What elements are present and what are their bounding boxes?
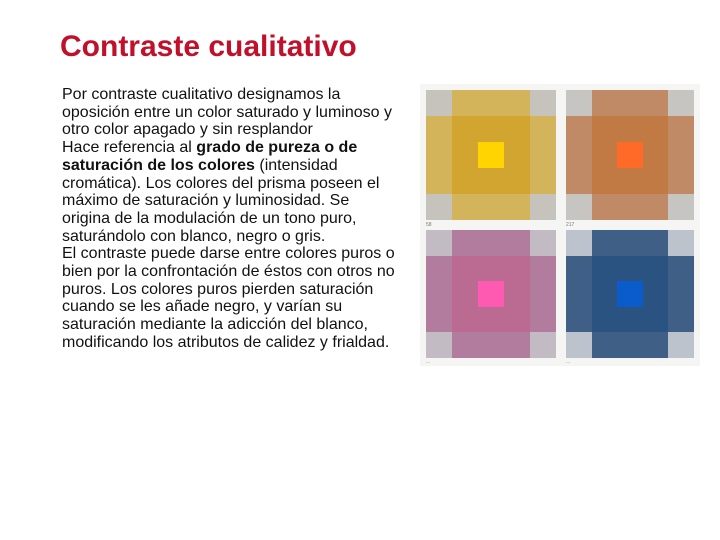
swatch-cell (617, 307, 643, 333)
figure-label-3: ... (426, 359, 431, 365)
swatch-cell (478, 332, 504, 358)
figure-label-4: ... (566, 359, 571, 365)
swatch-cell (592, 142, 618, 168)
swatch-cell (504, 256, 530, 282)
swatch-cell (617, 142, 643, 168)
swatch-cell (643, 194, 669, 220)
swatch-cell (566, 168, 592, 194)
swatch-cell (452, 307, 478, 333)
swatch-cell (566, 256, 592, 282)
swatch-cell (478, 230, 504, 256)
swatch-cell (668, 332, 694, 358)
swatch-cell (668, 256, 694, 282)
swatch-cell (566, 332, 592, 358)
swatch-cell (452, 90, 478, 116)
swatch-cell (478, 116, 504, 142)
swatch-cell (592, 90, 618, 116)
swatch-cell (426, 230, 452, 256)
swatch-cell (592, 307, 618, 333)
swatch-cell (566, 116, 592, 142)
swatch-cell (426, 116, 452, 142)
swatch-cell (617, 116, 643, 142)
swatch-cell (668, 168, 694, 194)
swatch-cell (452, 142, 478, 168)
swatch-cell (426, 142, 452, 168)
swatch-cell (426, 168, 452, 194)
swatch-cell (504, 307, 530, 333)
swatch-cell (478, 307, 504, 333)
swatch-cell (530, 194, 556, 220)
paragraph-2 (62, 139, 397, 245)
swatch-cell (592, 230, 618, 256)
swatch-cell (426, 90, 452, 116)
swatch-cell (668, 230, 694, 256)
swatch-blue (566, 230, 694, 358)
swatch-cell (530, 230, 556, 256)
swatch-cell (478, 281, 504, 307)
swatch-cell (530, 281, 556, 307)
swatch-cell (643, 116, 669, 142)
swatch-cell (504, 142, 530, 168)
swatch-cell (566, 142, 592, 168)
swatch-cell (592, 332, 618, 358)
swatch-cell (504, 230, 530, 256)
swatch-cell (530, 90, 556, 116)
paragraph-1: Por contraste cualitativo designamos la oposición entre un color saturado y luminoso y otro color apagado y sin resplandor (62, 86, 392, 139)
swatch-cell (643, 142, 669, 168)
paragraph-3: El contraste puede darse entre colores puros o bien por la confrontación de éstos con otros no puros. Los colores puros pierden saturación cuando se les añade negro, y varían su saturación mediante la adicción del blanco, modificando los atributos de calidez y frialdad. (62, 245, 395, 351)
swatch-cell (530, 116, 556, 142)
swatch-cell (668, 194, 694, 220)
swatch-cell (530, 142, 556, 168)
swatch-cell (668, 116, 694, 142)
swatch-cell (592, 116, 618, 142)
swatch-cell (617, 168, 643, 194)
swatch-orange (566, 90, 694, 220)
swatch-cell (617, 90, 643, 116)
swatch-cell (617, 281, 643, 307)
swatch-cell (530, 256, 556, 282)
swatch-cell (452, 230, 478, 256)
swatch-cell (452, 116, 478, 142)
swatch-cell (504, 194, 530, 220)
swatch-cell (566, 230, 592, 256)
swatch-cell (504, 168, 530, 194)
swatch-cell (643, 332, 669, 358)
swatch-cell (478, 256, 504, 282)
body-text (62, 86, 397, 352)
slide-title: Contraste cualitativo (60, 30, 357, 63)
swatch-cell (504, 332, 530, 358)
swatch-cell (643, 168, 669, 194)
swatch-cell (566, 307, 592, 333)
swatch-cell (566, 90, 592, 116)
swatch-cell (668, 142, 694, 168)
swatch-cell (617, 230, 643, 256)
swatch-cell (452, 332, 478, 358)
figure-label-2: 217 (566, 222, 575, 228)
swatch-cell (643, 230, 669, 256)
swatch-cell (668, 307, 694, 333)
swatch-cell (643, 256, 669, 282)
swatch-magenta (426, 230, 556, 358)
swatch-cell (668, 281, 694, 307)
swatch-cell (592, 194, 618, 220)
swatch-cell (452, 281, 478, 307)
swatch-cell (504, 281, 530, 307)
swatch-cell (478, 194, 504, 220)
swatch-cell (592, 168, 618, 194)
swatch-cell (426, 332, 452, 358)
swatch-yellow (426, 90, 556, 220)
swatch-cell (617, 194, 643, 220)
swatch-cell (530, 332, 556, 358)
swatch-cell (504, 90, 530, 116)
swatch-cell (426, 307, 452, 333)
swatch-cell (617, 256, 643, 282)
swatch-cell (617, 332, 643, 358)
swatch-cell (643, 281, 669, 307)
swatch-cell (452, 256, 478, 282)
paragraph-2-start: Hace referencia al (62, 139, 197, 157)
swatch-cell (426, 256, 452, 282)
color-saturation-figure (420, 84, 700, 366)
paragraph-2-end: (intensidad cromática). Los colores del prisma poseen el máximo de saturación y luminosidad. Se origina de la modulación de un tono puro, saturándolo con blanco, negro o gris. (62, 156, 380, 245)
swatch-cell (592, 256, 618, 282)
swatch-cell (530, 307, 556, 333)
swatch-cell (452, 168, 478, 194)
paragraph-2-emphasis: grado de pureza o de saturación de los colores (62, 139, 358, 174)
swatch-cell (668, 90, 694, 116)
swatch-cell (566, 194, 592, 220)
swatch-cell (504, 116, 530, 142)
swatch-cell (478, 168, 504, 194)
swatch-cell (478, 142, 504, 168)
swatch-cell (478, 90, 504, 116)
swatch-cell (426, 194, 452, 220)
swatch-cell (592, 281, 618, 307)
figure-label-1: 58 (426, 222, 432, 228)
swatch-cell (426, 281, 452, 307)
swatch-cell (452, 194, 478, 220)
swatch-cell (643, 307, 669, 333)
swatch-cell (643, 90, 669, 116)
swatch-cell (530, 168, 556, 194)
swatch-cell (566, 281, 592, 307)
